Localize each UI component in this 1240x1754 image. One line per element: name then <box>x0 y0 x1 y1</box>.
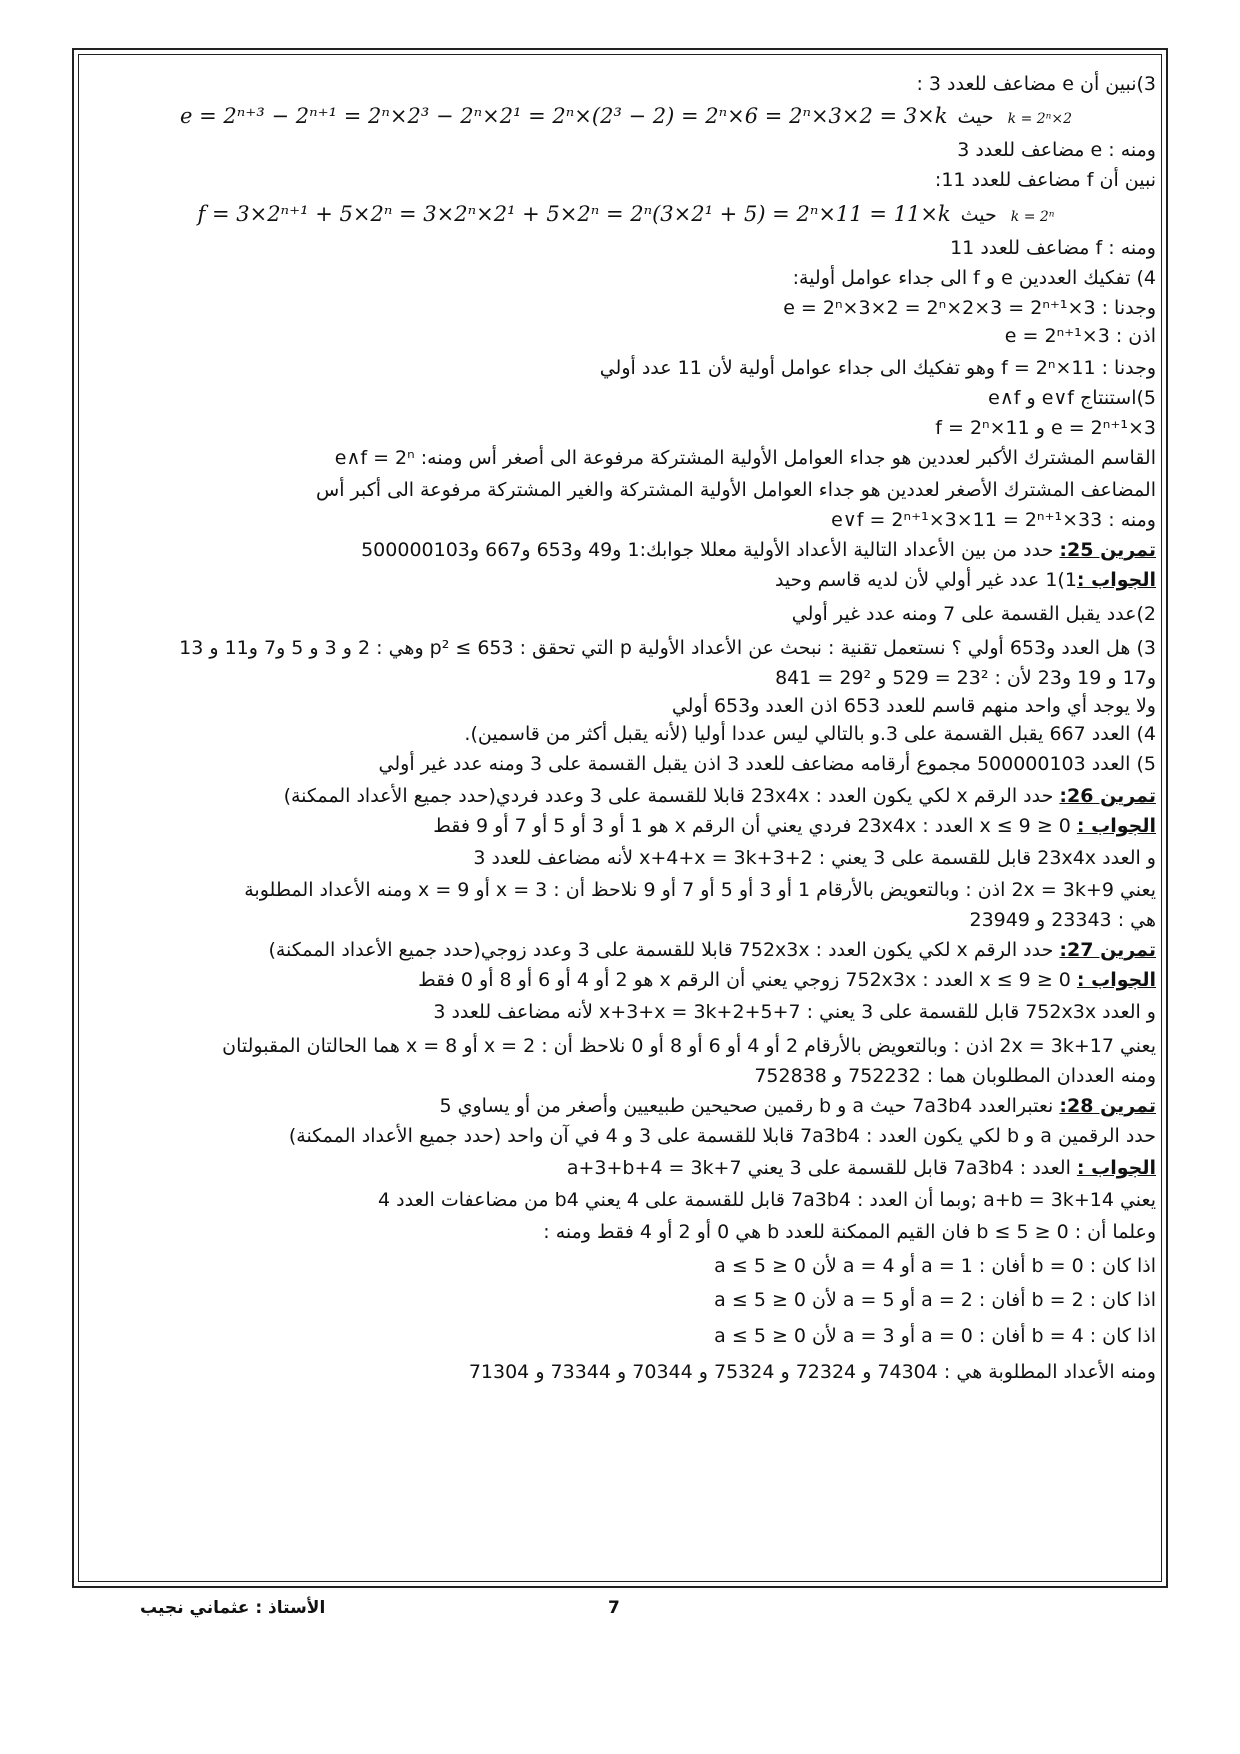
text-line: ومنه العددان المطلوبان هما : 752232 و 752838 <box>754 1065 1156 1087</box>
text-line: وعلما أن : 0 ≤ b ≤ 5 فان القيم الممكنة للعدد b هي 0 أو 2 أو 4 فقط ومنه : <box>543 1221 1156 1243</box>
text-line: و العدد 752x3x قابل للقسمة على 3 يعني : 7+5+2+x+3+x = 3k لأنه مضاعف للعدد 3 <box>433 1001 1156 1023</box>
answer-line: الجواب : 0 ≤ x ≤ 9 العدد : 752x3x زوجي يعني أن الرقم x هو 2 أو 4 أو 6 أو 8 أو 0 فقط <box>418 969 1156 991</box>
text-line: ومنه : f مضاعف للعدد 11 <box>950 237 1156 259</box>
text-line: حدد الرقمين a و b لكي يكون العدد : 7a3b4 قابلا للقسمة على 3 و 4 في آن واحد (حدد جميع الأعداد الممكنة) <box>288 1125 1156 1147</box>
text-line: اذا كان : b = 4 أفان : a = 0 أو a = 3 لأن 0 ≤ a ≤ 5 <box>714 1325 1156 1347</box>
text-line: اذن : e = 2ⁿ⁺¹×3 <box>1004 325 1156 347</box>
answer-line: الجواب :1)1 عدد غير أولي لأن لديه قاسم وحيد <box>774 569 1156 591</box>
text-line: يعني 14+a+b = 3k ;وبما أن العدد : 7a3b4 قابل للقسمة على 4 يعني b4 من مضاعفات العدد 4 <box>378 1189 1156 1211</box>
footer-teacher: الأستاذ : عثماني نجيب <box>140 1598 326 1618</box>
text-line: e = 2ⁿ⁺¹×3 و f = 2ⁿ×11 <box>935 417 1156 439</box>
text-line: هي : 23343 و 23949 <box>969 909 1156 931</box>
text-line: يعني 9+2x = 3k اذن : وبالتعويض بالأرقام 1 أو 3 أو 5 أو 7 أو 9 نلاحظ أن : x = 3 أو x = 9 ومنه الأعداد المطلوبة <box>244 879 1156 901</box>
exercise-28: تمرين 28: نعتبرالعدد 7a3b4 حيث a و b رقمين صحيحين طبيعيين وأصغر من أو يساوي 5 <box>439 1095 1156 1117</box>
page-number: 7 <box>608 1598 620 1618</box>
text-line: المضاعف المشترك الأصغر لعددين هو جداء العوامل الأولية المشتركة والغير المشتركة مرفوعة الى أكبر أس <box>316 479 1156 501</box>
text-line: 5)استنتاج e∨f و e∧f <box>988 387 1156 409</box>
text-line: ومنه : e مضاعف للعدد 3 <box>957 139 1156 161</box>
text-line: القاسم المشترك الأكبر لعددين هو جداء العوامل الأولية المشتركة مرفوعة الى أصغر أس ومنه: e∧f = 2ⁿ <box>334 447 1156 469</box>
text-line: وجدنا : e = 2ⁿ×3×2 = 2ⁿ×2×3 = 2ⁿ⁺¹×3 <box>783 297 1156 319</box>
equation-line: k = 2ⁿ×2حيثe = 2ⁿ⁺³ − 2ⁿ⁺¹ = 2ⁿ×2³ − 2ⁿ×2¹ = 2ⁿ×(2³ − 2) = 2ⁿ×6 = 2ⁿ×3×2 = 3×k <box>180 104 1072 128</box>
exercise-27: تمرين 27: حدد الرقم x لكي يكون العدد : 752x3x قابلا للقسمة على 3 وعدد زوجي(حدد جميع الأعداد الممكنة) <box>268 939 1156 961</box>
answer-line: الجواب : العدد : 7a3b4 قابل للقسمة على 3 يعني 7+a+3+b+4 = 3k <box>566 1157 1156 1179</box>
text-line: ولا يوجد أي واحد منهم قاسم للعدد 653 اذن العدد و653 أولي <box>671 695 1156 717</box>
equation-line: k = 2ⁿحيثf = 3×2ⁿ⁺¹ + 5×2ⁿ = 3×2ⁿ×2¹ + 5×2ⁿ = 2ⁿ(3×2¹ + 5) = 2ⁿ×11 = 11×k <box>197 202 1055 226</box>
text-line: و العدد 23x4x قابل للقسمة على 3 يعني : 2+3+x+4+x = 3k لأنه مضاعف للعدد 3 <box>473 847 1156 869</box>
text-line: و17 و 19 و23 لأن : 23² = 529 و 29² = 841 <box>775 667 1156 689</box>
text-line: 4) العدد 667 يقبل القسمة على 3.و بالتالي ليس عددا أوليا (لأنه يقبل أكثر من قاسمين). <box>464 723 1156 745</box>
text-line: ومنه الأعداد المطلوبة هي : 74304 و 72324 و 75324 و 70344 و 73344 و 71304 <box>468 1361 1156 1383</box>
text-line: يعني 17+2x = 3k اذن : وبالتعويض بالأرقام 2 أو 4 أو 6 أو 8 أو 0 نلاحظ أن : x = 2 أو x = 8 هما الحالتان المقبولتان <box>222 1035 1156 1057</box>
text-line: وجدنا : f = 2ⁿ×11 وهو تفكيك الى جداء عوامل أولية لأن 11 عدد أولي <box>599 357 1156 379</box>
text-line: اذا كان : b = 2 أفان : a = 2 أو a = 5 لأن 0 ≤ a ≤ 5 <box>714 1289 1156 1311</box>
text-line: 4) تفكيك العددين e و f الى جداء عوامل أولية: <box>792 267 1156 289</box>
exercise-26: تمرين 26: حدد الرقم x لكي يكون العدد : 23x4x قابلا للقسمة على 3 وعدد فردي(حدد جميع الأعداد الممكنة) <box>283 785 1156 807</box>
text-line: ومنه : e∨f = 2ⁿ⁺¹×3×11 = 2ⁿ⁺¹×33 <box>831 509 1156 531</box>
text-line: 5) العدد 500000103 مجموع أرقامه مضاعف للعدد 3 اذن يقبل القسمة على 3 ومنه عدد غير أولي <box>378 753 1156 775</box>
text-line: 3)نبين أن e مضاعف للعدد 3 : <box>916 73 1156 95</box>
text-line: نبين أن f مضاعف للعدد 11: <box>934 169 1156 191</box>
text-line: 3) هل العدد و653 أولي ؟ نستعمل تقنية : نبحث عن الأعداد الأولية p التي تحقق : p² ≤ 653 وهي : 2 و 3 و 5 و7 و11 و 13 <box>179 637 1156 659</box>
text-line: 2)عدد يقبل القسمة على 7 ومنه عدد غير أولي <box>791 603 1156 625</box>
document-body <box>96 64 1156 1574</box>
answer-line: الجواب : 0 ≤ x ≤ 9 العدد : 23x4x فردي يعني أن الرقم x هو 1 أو 3 أو 5 أو 7 أو 9 فقط <box>433 815 1156 837</box>
exercise-25: تمرين 25: حدد من بين الأعداد التالية الأعداد الأولية معللا جوابك:1 و49 و653 و667 و500000103 <box>361 539 1156 561</box>
text-line: اذا كان : b = 0 أفان : a = 1 أو a = 4 لأن 0 ≤ a ≤ 5 <box>714 1255 1156 1277</box>
